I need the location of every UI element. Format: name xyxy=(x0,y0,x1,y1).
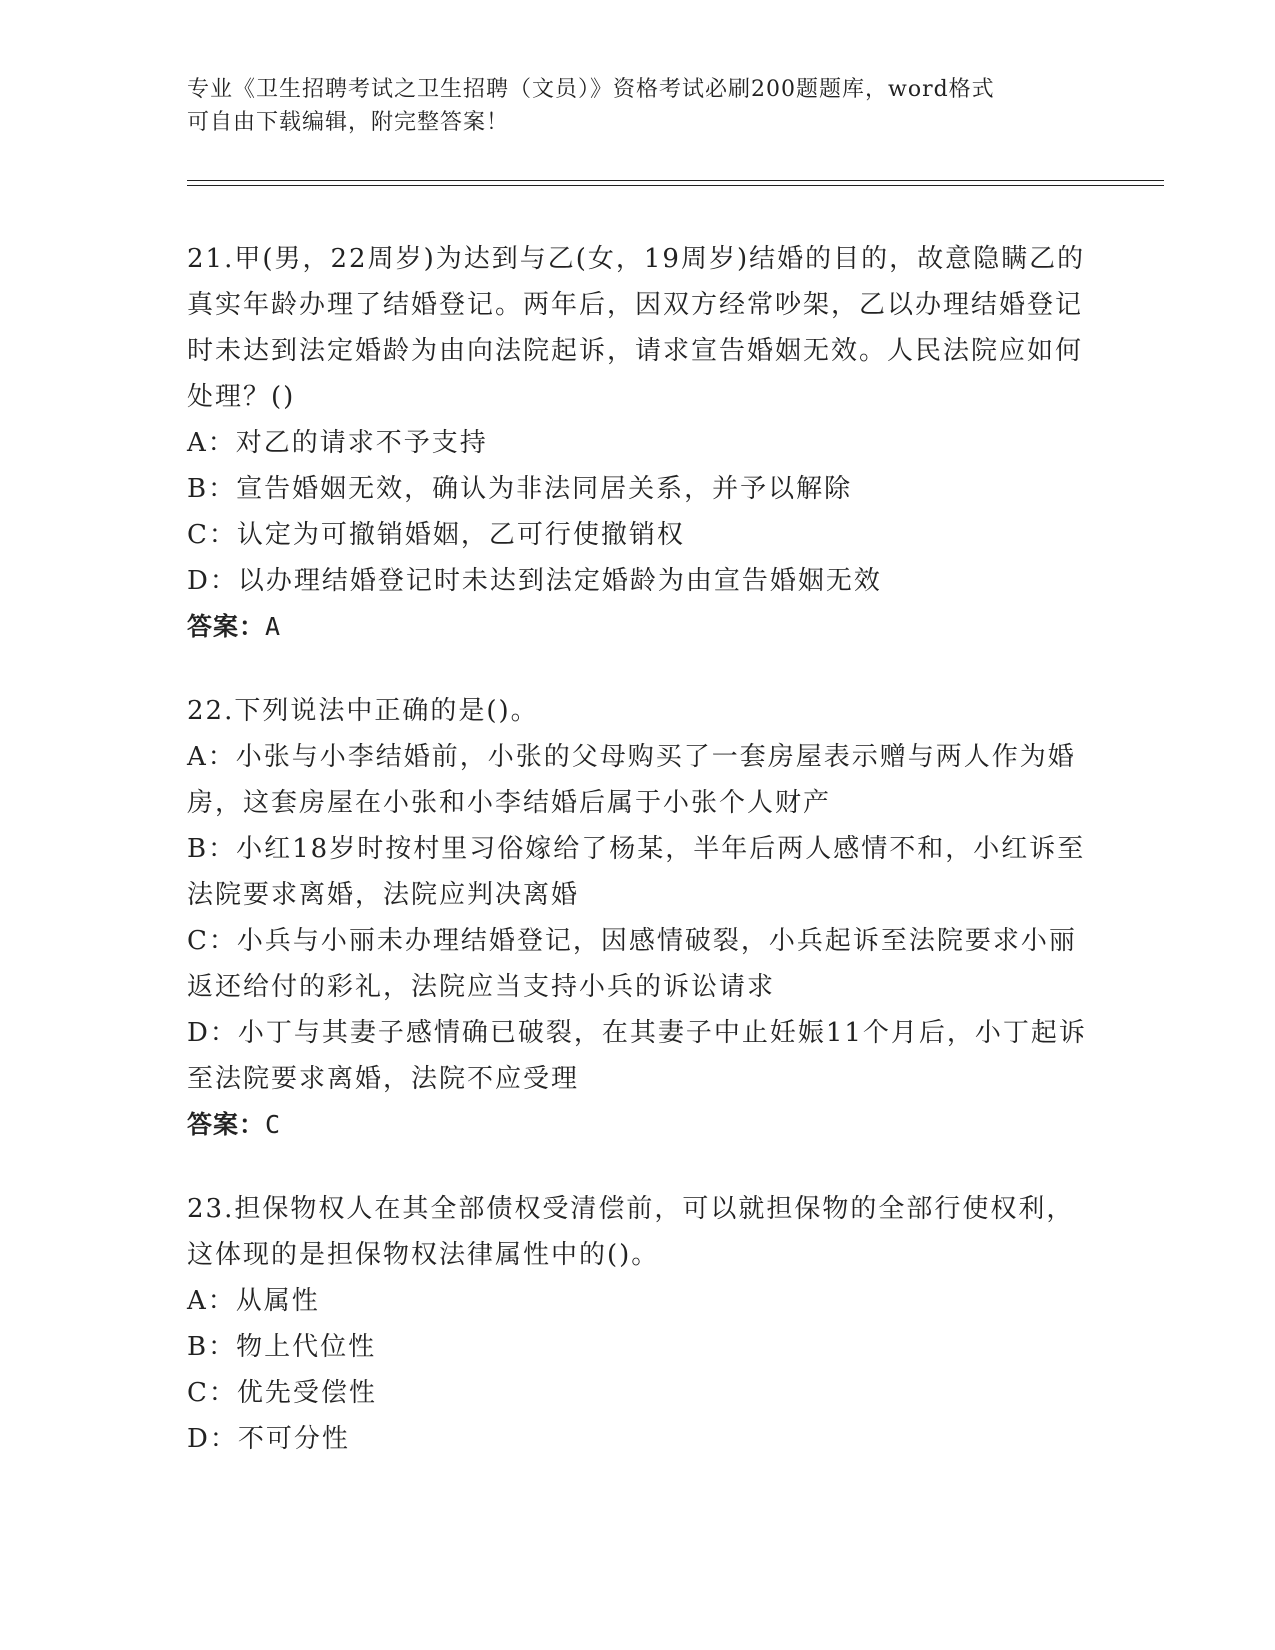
answer-line xyxy=(187,1102,1087,1148)
header-divider-bottom xyxy=(187,185,1164,186)
answer-line xyxy=(187,604,1087,650)
answer-value: A xyxy=(265,612,282,641)
option-a: A：从属性 xyxy=(187,1286,320,1316)
question-stem: 22.下列说法中正确的是()。 xyxy=(187,696,539,726)
header-line-2: 可自由下载编辑，附完整答案！ xyxy=(187,110,510,135)
question-22 xyxy=(187,688,1087,1148)
option-c: C：认定为可撤销婚姻，乙可行使撤销权 xyxy=(187,520,685,550)
answer-value: C xyxy=(265,1110,282,1139)
option-b: B：物上代位性 xyxy=(187,1332,377,1362)
header-line-1: 专业《卫生招聘考试之卫生招聘（文员）》资格考试必刷200题题库，word格式 xyxy=(187,77,995,102)
option-a: A：小张与小李结婚前，小张的父母购买了一套房屋表示赠与两人作为婚房，这套房屋在小张和小李结婚后属于小张个人财产 xyxy=(187,742,1076,818)
header-divider-top xyxy=(187,180,1164,181)
option-a: A：对乙的请求不予支持 xyxy=(187,428,488,458)
option-c: C：小兵与小丽未办理结婚登记，因感情破裂，小兵起诉至法院要求小丽返还给付的彩礼，法院应当支持小兵的诉讼请求 xyxy=(187,926,1077,1002)
answer-label: 答案： xyxy=(187,612,266,641)
option-d: D：小丁与其妻子感情确已破裂，在其妻子中止妊娠11个月后，小丁起诉至法院要求离婚，法院不应受理 xyxy=(187,1018,1087,1094)
question-stem: 23.担保物权人在其全部债权受清偿前，可以就担保物的全部行使权利，这体现的是担保物权法律属性中的()。 xyxy=(187,1194,1075,1270)
question-stem: 21.甲(男，22周岁)为达到与乙(女，19周岁)结婚的目的，故意隐瞒乙的真实年龄办理了结婚登记。两年后，因双方经常吵架，乙以办理结婚登记时未达到法定婚龄为由向法院起诉，请求宣告婚姻无效。人民法院应如何处理？() xyxy=(187,244,1086,412)
option-d: D：以办理结婚登记时未达到法定婚龄为由宣告婚姻无效 xyxy=(187,566,882,596)
question-list xyxy=(187,236,1087,1500)
option-d: D：不可分性 xyxy=(187,1424,350,1454)
question-21 xyxy=(187,236,1087,650)
option-c: C：优先受偿性 xyxy=(187,1378,377,1408)
answer-label: 答案： xyxy=(187,1110,266,1139)
option-b: B：宣告婚姻无效，确认为非法同居关系，并予以解除 xyxy=(187,474,853,504)
document-header xyxy=(187,73,1087,139)
option-b: B：小红18岁时按村里习俗嫁给了杨某，半年后两人感情不和，小红诉至法院要求离婚，法院应判决离婚 xyxy=(187,834,1086,910)
question-23 xyxy=(187,1186,1087,1462)
